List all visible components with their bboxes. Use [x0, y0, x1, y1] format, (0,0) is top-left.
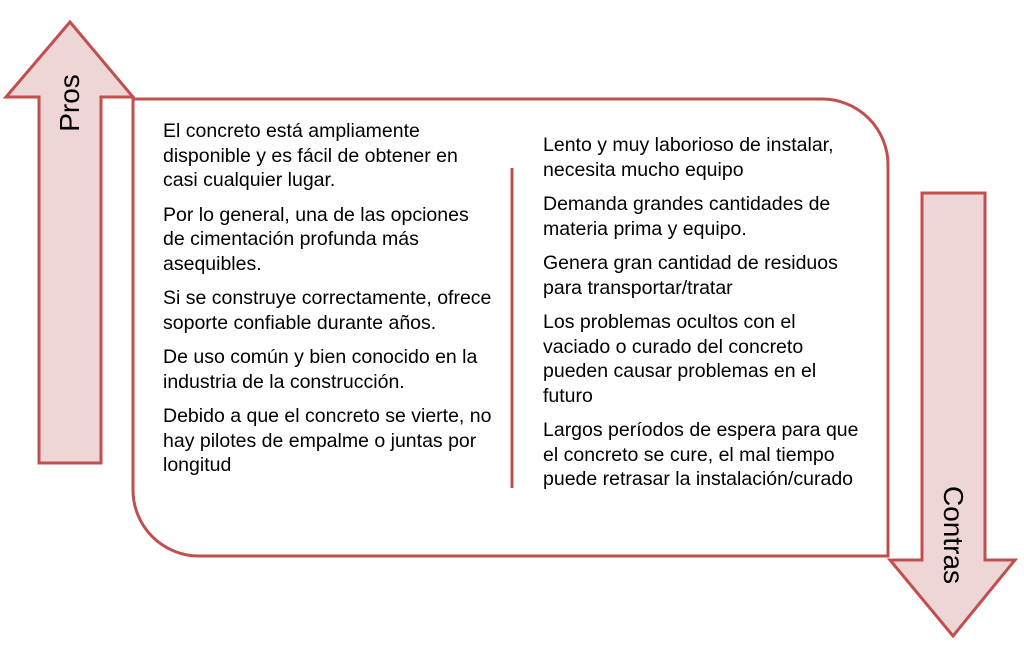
contras-item: Lento y muy laborioso de instalar, necesita mucho equipo — [543, 134, 834, 181]
pros-list — [163, 119, 493, 488]
contras-list — [543, 133, 868, 502]
pros-item: El concreto está ampliamente disponible y es fácil de obtener en casi cualquier lugar. — [163, 120, 458, 191]
contras-item: Largos períodos de espera para que el concreto se cure, el mal tiempo puede retrasar la instalación/curado — [543, 419, 859, 490]
contras-item: Genera gran cantidad de residuos para transportar/tratar — [543, 252, 838, 299]
pros-item: Debido a que el concreto se vierte, no hay pilotes de empalme o juntas por longitud — [163, 405, 492, 476]
contras-label: Contras — [938, 485, 969, 585]
pros-item: Por lo general, una de las opciones de cimentación profunda más asequibles. — [163, 203, 469, 275]
pros-label: Pros — [54, 74, 85, 132]
contras-item: Demanda grandes cantidades de materia prima y equipo. — [543, 193, 831, 240]
pros-item: De uso común y bien conocido en la industria de la construcción. — [163, 346, 478, 393]
contras-item: Los problemas ocultos con el vaciado o curado del concreto pueden causar problemas en el futuro — [543, 311, 817, 407]
pros-item: Si se construye correctamente, ofrece soporte confiable durante años. — [163, 287, 492, 334]
